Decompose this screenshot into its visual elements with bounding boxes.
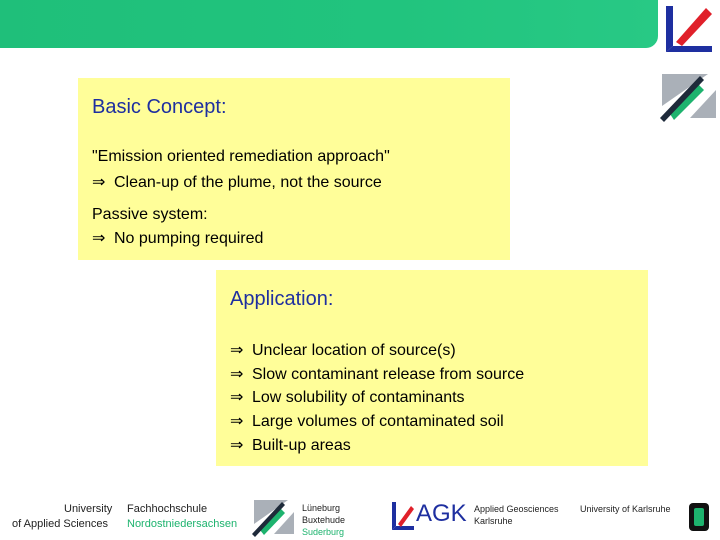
footer-university: University — [64, 503, 113, 515]
footer-agk: AGK — [416, 500, 467, 527]
footer-fh-name: Nordostniedersachsen — [127, 518, 238, 530]
application-item: ⇒ Low solubility of contaminants — [230, 389, 465, 406]
footer-city-buxtehude: Buxtehude — [302, 515, 346, 525]
concept-line-1: "Emission oriented remediation approach" — [92, 148, 390, 165]
implies-arrow-icon: ⇒ — [230, 437, 244, 454]
agk-logo-icon — [660, 2, 718, 56]
application-item: ⇒ Large volumes of contaminated soil — [230, 413, 504, 430]
implies-arrow-icon: ⇒ — [230, 413, 244, 430]
footer-applied-sciences: of Applied Sciences — [12, 518, 109, 530]
fh-logo-icon — [660, 70, 718, 124]
footer-agk-line2: Karlsruhe — [474, 516, 513, 526]
basic-concept-heading: Basic Concept: — [92, 96, 227, 118]
implies-arrow-icon: ⇒ — [230, 366, 244, 383]
footer-fachhochschule: Fachhochschule — [127, 503, 208, 515]
implies-arrow-icon: ⇒ — [230, 342, 244, 359]
footer-city-lueneburg: Lüneburg — [302, 503, 341, 513]
header-bar — [0, 0, 658, 48]
implies-arrow-icon: ⇒ — [230, 389, 244, 406]
footer-karlsruhe: University of Karlsruhe — [580, 504, 671, 514]
implies-arrow-icon: ⇒ — [92, 174, 106, 191]
footer-agk-line1: Applied Geosciences — [474, 504, 559, 514]
agk-footer-logo-icon — [390, 500, 416, 532]
karlsruhe-logo-icon — [686, 500, 712, 534]
concept-line-4: ⇒ No pumping required — [92, 230, 264, 247]
concept-line-3: Passive system: — [92, 206, 208, 223]
application-item: ⇒ Built-up areas — [230, 437, 351, 454]
footer-city-suderburg: Suderburg — [302, 527, 345, 537]
implies-arrow-icon: ⇒ — [92, 230, 106, 247]
fh-footer-logo-icon — [252, 498, 296, 538]
concept-line-2: ⇒ Clean-up of the plume, not the source — [92, 174, 382, 191]
application-item: ⇒ Unclear location of source(s) — [230, 342, 456, 359]
application-heading: Application: — [230, 288, 334, 310]
application-item: ⇒ Slow contaminant release from source — [230, 366, 525, 383]
